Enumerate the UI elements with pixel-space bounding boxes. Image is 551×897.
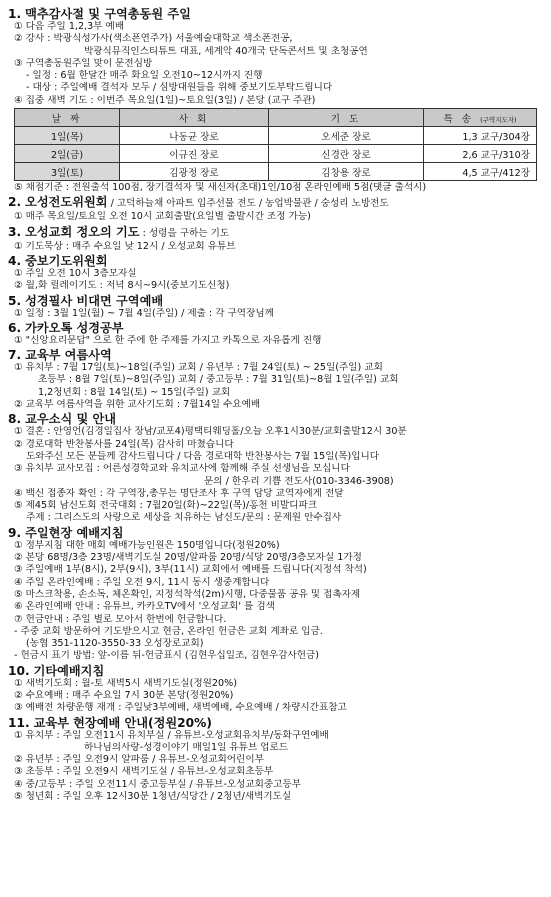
line: 주제 : 그리스도의 사랑으로 세상을 치유하는 남신도/문의 : 문제원 안수집사 [26,512,342,524]
line: ① 매주 목요일/토요일 오전 10시 교회출발(요일별 출발시간 조정 가능) [14,211,311,223]
section-bible-copy [8,294,543,320]
section-news [8,412,543,524]
prayer-schedule-table [14,108,537,181]
section-other-guidelines [8,664,543,715]
line: ① 주일 오전 10시 3층모자실 [14,267,137,279]
line: ② 경로대학 반찬봉사를 24일(목) 감사히 마쳤습니다 [14,438,234,450]
section-evangelism [8,195,543,223]
line: - 헌금시 표기 방법: 앞-이름 뒤-헌금표시 (김현우십일조, 김현우감사헌금) [14,650,319,662]
table-row: 2일(금) 이규진 장로 신경란 장로 2,6 교구/310장 [15,145,537,163]
line: ① 기도묵상 : 매주 수요일 낮 12시 / 오성교회 유튜브 [14,240,236,252]
table-header-row [15,109,537,127]
line: 박광식뮤직인스티튜트 대표, 세계악 40개국 단독콘서트 및 초청공연 [84,45,368,57]
line: ⑤ 채점기준 : 전원출석 100점, 장기결석자 및 새신자(초대)1인/10점 온라인예배 5점(댓글 출석시) [14,182,427,194]
section-title: 2. 오성전도위원회 / 고덕하늘채 아파트 입주선물 전도 / 농업박물관 / 숭성리 노방전도 [8,195,389,210]
line: ③ 주일예배 1부(8시), 2부(9시), 3부(11시) 교회에서 예배를 드립니다(지정석 착석) [14,564,367,576]
line: - 주중 교회 방문하여 기도받으시고 현금, 온라인 헌금은 교회 계좌로 입금. [14,625,323,637]
line: ③ 구역총동원주일 맞이 문전심방 [14,57,153,69]
section-education-worship [8,716,543,804]
header-date: 날 짜 [15,109,120,127]
line: - 일정 : 6월 한달간 매주 화요일 오전10~12시까지 진행 [26,70,263,82]
line: (농협 351-1120-3550-33 오성장로교회) [26,638,204,650]
section-kakao-study [8,321,543,347]
line: ⑥ 온라인예배 안내 : 유튜브, 카카오TV에서 '오성교회' 를 검색 [14,601,275,613]
line: ④ 주일 온라인예배 : 주일 오전 9시, 11시 동시 생중계합니다 [14,576,270,588]
table-row: 3일(토) 김광정 장로 김창용 장로 4,5 교구/412장 [15,163,537,181]
header-prayer: 기 도 [269,109,424,127]
line: ② 본당 68명/3층 23명/새벽기도실 20명/알파룸 20명/식당 20명/3층모자실 1가정 [14,552,362,564]
section-intercession [8,254,543,293]
line: ③ 예배전 차량운행 재개 : 주일낮3부예배, 새벽예배, 수요예배 / 차량시간표참고 [14,702,347,714]
table-row: 1일(목) 나동균 장로 오세준 장로 1,3 교구/304장 [15,127,537,145]
line: ① "신앙요리문답" 으로 한 주에 한 주제를 가지고 카톡으로 자유롭게 진행 [14,334,322,346]
line: 초등부 : 8월 7일(토)~8일(주일) 교회 / 중고등부 : 7월 31일(토)~8월 1일(주일) 교회 [38,374,399,386]
line: ④ 중/고등부 : 주일 오전11시 중고등부실 / 유튜브-오성교회중고등부 [14,778,302,790]
line: 1,2청년회 : 8월 14일(토) ~ 15일(주일) 교회 [38,386,231,398]
section-thanksgiving [8,7,543,194]
line: ② 수요예배 : 매주 수요일 7시 30분 본당(정원20%) [14,689,234,701]
line: ① 유치부 : 주일 오전11시 유치부실 / 유튜브-오성교회유치부/동화구연예배 [14,729,329,741]
line: 문의 / 한우리 기쁨 전도사(010-3346-3908) [204,475,394,487]
line: ③ 초등부 : 주일 오전9시 새벽기도실 / 유튜브-오성교회초등부 [14,766,274,778]
line: ⑦ 헌금안내 : 주일 별로 모아서 한번에 헌금합니다. [14,613,227,625]
section-title: 6. 가카오톡 성경공부 [8,320,124,335]
line: ④ 집중 새벽 기도 : 이번주 목요일(1일)~토요일(3일) / 본당 (교구 주관) [14,94,316,106]
line: ③ 유치부 교사모집 : 어른성경학교와 유치교사에 함께해 주실 선생님을 모십니다 [14,463,350,475]
section-worship-guidelines [8,526,543,663]
line: ① 새벽기도회 : 월-토 새벽5시 새벽기도실(정원20%) [14,677,238,689]
section-title: 8. 교우소식 및 안내 [8,412,117,427]
line: ② 유년부 : 주일 오전9시 알파룸 / 유튜브-오성교회어린이부 [14,754,264,766]
section-title: 1. 맥추감사절 및 구역총동원 주일 [8,7,191,21]
section-title: 3. 오성교회 정오의 기도 : 성령을 구하는 기도 [8,224,230,239]
line: ⑤ 마스크착용, 손소독, 체온확인, 지정석착석(2m)시행, 다중물품 공유 및 접촉자제 [14,588,361,600]
section-title: 9. 주일현장 예배지침 [8,525,124,540]
line: ① 결혼 : 안영언(김경일집사 장남/교포4)평택티웨딩홀/오늘 오후1시30분/교회출발12시 30분 [14,426,407,438]
line: ② 월,화 릴레이기도 : 저녁 8시~9시(중보기도신청) [14,280,230,292]
line: ① 일정 : 3월 1일(월) ~ 7월 4일(주일) / 제출 : 각 구역장님께 [14,307,274,319]
line: ① 유치부 : 7월 17일(토)~18일(주일) 교회 / 유년부 : 7월 24일(토) ~ 25일(주일) 교회 [14,362,383,374]
section-title: 5. 성경필사 비대면 구역예배 [8,293,164,308]
line: 하나님의사랑-성경이야기 매일1일 유튜브 업로드 [84,741,289,753]
line: ① 다음 주일 1,2,3부 예배 [14,21,125,32]
line: ② 강사 : 박광식성가사(색소폰연주가) 서울예술대학교 색소폰전공, [14,33,293,45]
line: ④ 백신 접종자 확인 : 각 구역장,총무는 명단조사 후 구역 담당 교역자에게 전달 [14,487,344,499]
line: ① 정부지침 대한 매회 예배가능인원은 150명입니다(정원20%) [14,539,280,551]
section-title: 4. 중보기도위원회 [8,253,108,268]
section-noon-prayer [8,225,543,253]
header-host: 사 회 [120,109,269,127]
header-special-song: 특 송 (구역지도자) [424,109,537,127]
section-title: 7. 교육부 여름사역 [8,348,112,363]
section-title: 10. 기타예배지침 [8,663,105,678]
section-title: 11. 교육부 현장예배 안내(정원20%) [8,715,212,730]
line: ⑤ 제45회 남신도회 전국대회 : 7월20일(화)~22일(목)/홍천 비발디파크 [14,500,317,512]
line: ⑤ 청년회 : 주일 오후 12시30분 1청년/식당간 / 2청년/새벽기도실 [14,791,292,803]
line: 도와주신 모든 분들께 감사드립니다 / 다음 경로대학 반찬봉사는 7월 15일(목)입니다 [26,450,380,462]
line: - 대상 : 주일예배 결석자 모두 / 심방대원들을 위해 중보기도부탁드립니다 [26,82,333,94]
line: ② 교육부 여름사역을 위한 교사기도회 : 7월14일 수요예배 [14,399,261,411]
section-summer-ministry [8,348,543,411]
bulletin-document [8,6,543,803]
